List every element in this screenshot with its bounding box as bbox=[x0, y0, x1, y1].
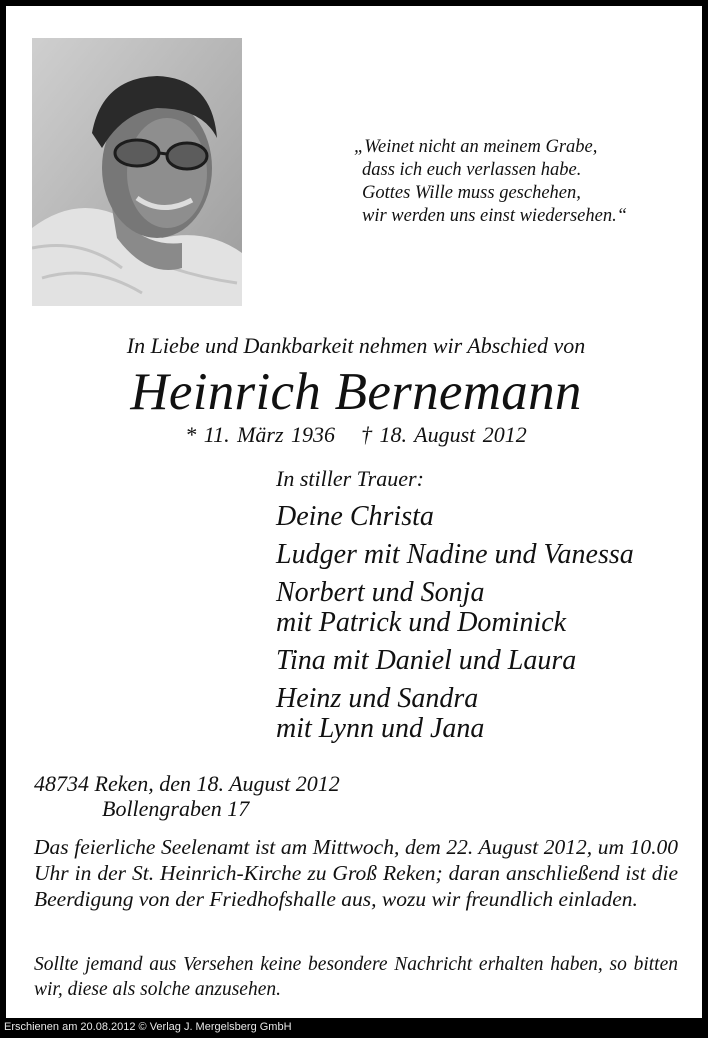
place-line: 48734 Reken, den 18. August 2012 bbox=[34, 771, 340, 796]
mourner-line: Norbert und Sonja bbox=[276, 577, 485, 608]
mourner-line: Deine Christa bbox=[276, 501, 434, 532]
intro-line: In Liebe und Dankbarkeit nehmen wir Abschied von bbox=[126, 333, 586, 358]
mourner-line: Ludger mit Nadine und Vanessa bbox=[276, 539, 634, 570]
mourner-line: mit Patrick und Dominick bbox=[276, 607, 567, 638]
notice-paragraph: Sollte jemand aus Versehen keine besondere Nachricht erhalten haben, so bitten wir, diese als solche anzusehen. bbox=[34, 954, 678, 1000]
mourner-group bbox=[276, 646, 634, 676]
quote bbox=[354, 136, 627, 228]
publication-footer: Erschienen am 20.08.2012 © Verlag J. Mergelsberg GmbH bbox=[4, 1021, 292, 1033]
quote-line: wir werden uns einst wiedersehen.“ bbox=[362, 206, 627, 226]
mourners-list bbox=[276, 502, 634, 752]
mourner-line: Heinz und Sandra bbox=[276, 683, 479, 714]
mourner-line: mit Lynn und Jana bbox=[276, 713, 485, 744]
obituary-card bbox=[6, 6, 702, 1018]
mourner-group bbox=[276, 502, 634, 532]
life-dates bbox=[6, 422, 706, 448]
mourner-line: Tina mit Daniel und Laura bbox=[276, 645, 577, 676]
place-date bbox=[34, 771, 340, 821]
mourner-group bbox=[276, 540, 634, 570]
address-line: Bollengraben 17 bbox=[102, 796, 250, 821]
quote-line: „Weinet nicht an meinem Grabe, bbox=[354, 137, 598, 157]
mourner-group bbox=[276, 578, 634, 638]
mourning-label: In stiller Trauer: bbox=[276, 466, 424, 491]
birth-date: * 11. März 1936 bbox=[185, 422, 336, 447]
deceased-name: Heinrich Bernemann bbox=[130, 363, 582, 421]
mourner-group bbox=[276, 684, 634, 744]
portrait-photo bbox=[32, 38, 242, 306]
quote-line: Gottes Wille muss geschehen, bbox=[362, 183, 581, 203]
service-paragraph: Das feierliche Seelenamt ist am Mittwoch, dem 22. August 2012, um 10.00 Uhr in der St. Heinrich-Kirche zu Groß Reken; daran anschließend ist die Beerdigung von der Friedhofshalle aus, wozu wir freundlich einladen. bbox=[34, 835, 678, 911]
quote-line: dass ich euch verlassen habe. bbox=[362, 160, 582, 180]
death-date: † 18. August 2012 bbox=[361, 422, 527, 447]
